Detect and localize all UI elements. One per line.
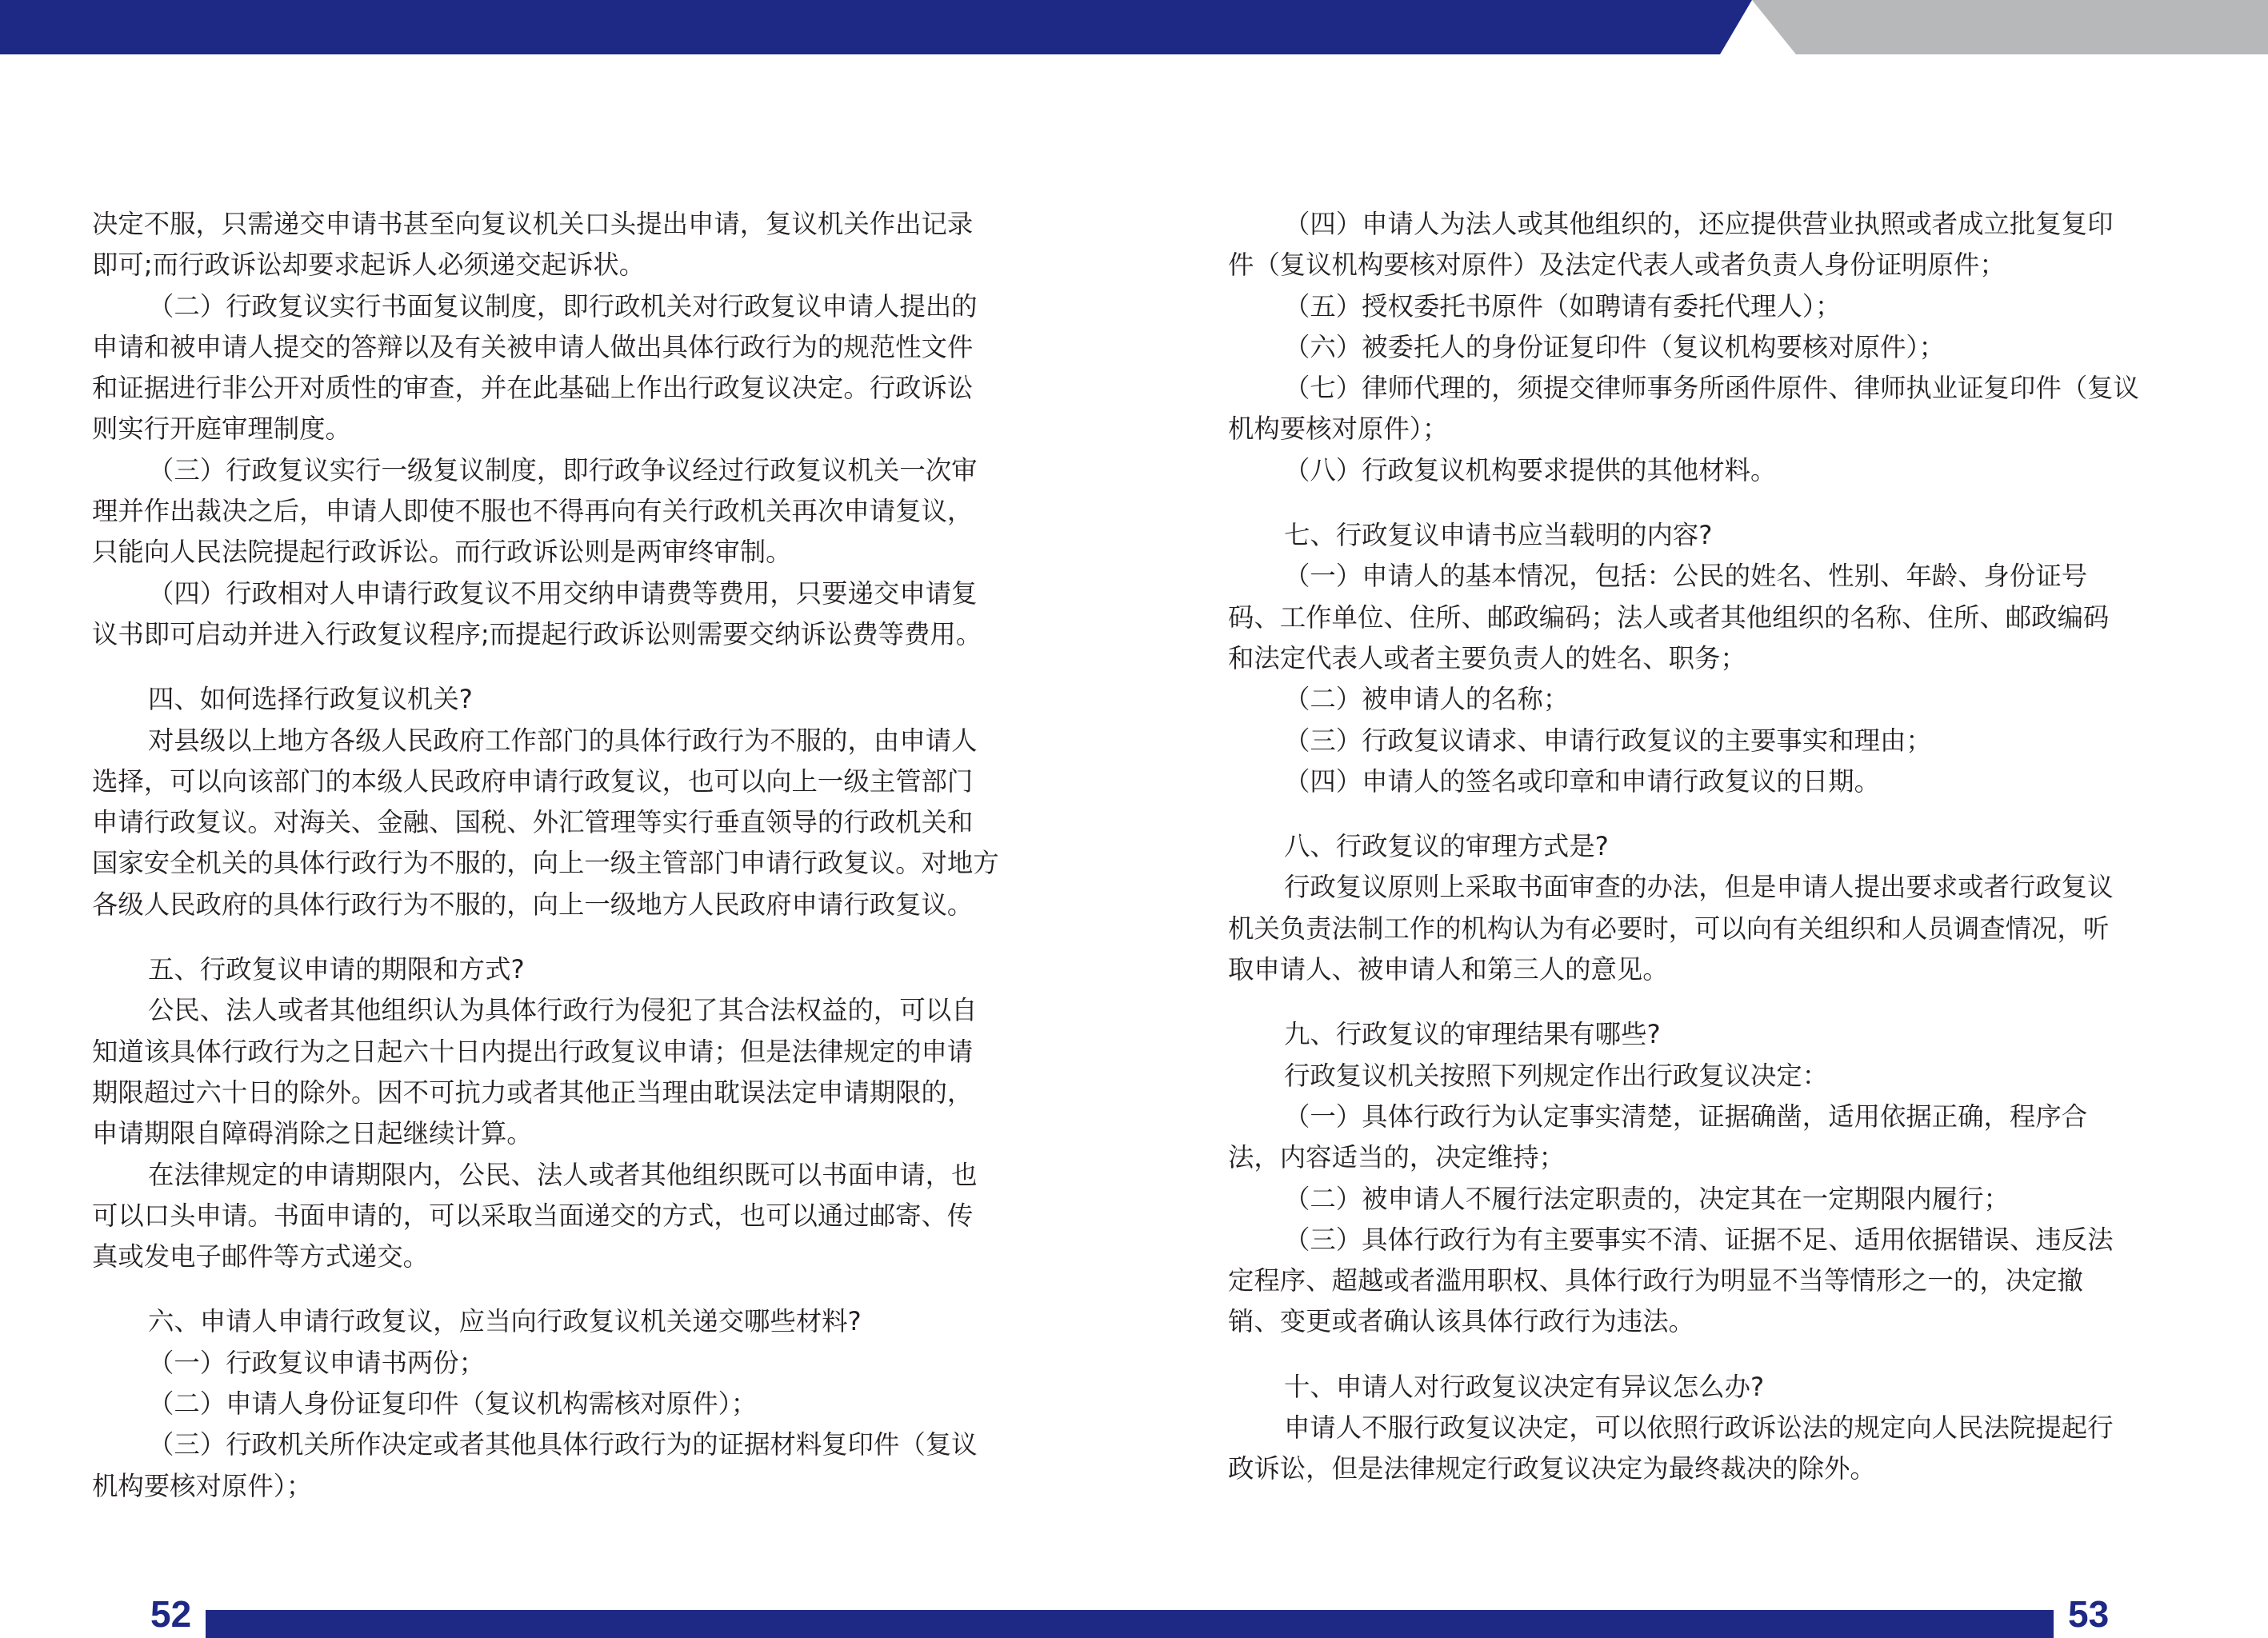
paragraph-line: （四）行政相对人申请行政复议不用交纳申请费等费用，只要递交申请复 <box>148 577 978 609</box>
paragraph-line: 公民、法人或者其他组织认为具体行政行为侵犯了其合法权益的，可以自 <box>148 995 978 1026</box>
paragraph-line: 申请期限自障碍消除之日起继续计算。 <box>92 1118 533 1149</box>
list-item: 码、工作单位、住所、邮政编码；法人或者其他组织的名称、住所、邮政编码 <box>1228 601 2110 633</box>
left-page-text <box>92 204 1024 1507</box>
list-item: （一）行政复议申请书两份； <box>148 1347 486 1378</box>
section-heading: 六、申请人申请行政复议，应当向行政复议机关递交哪些材料? <box>148 1306 862 1337</box>
list-item: （三）行政复议请求、申请行政复议的主要事实和理由； <box>1284 725 1932 756</box>
paragraph-line: 可以口头申请。书面申请的，可以采取当面递交的方式，也可以通过邮寄、传 <box>92 1200 974 1231</box>
paragraph-line: 取申请人、被申请人和第三人的意见。 <box>1228 954 1669 985</box>
list-item: 和法定代表人或者主要负责人的姓名、职务； <box>1228 642 1746 673</box>
paragraph-line: 决定不服，只需递交申请书甚至向复议机关口头提出申请，复议机关作出记录 <box>92 209 974 239</box>
paragraph-line: 选择，可以向该部门的本级人民政府申请行政复议，也可以向上一级主管部门 <box>92 765 974 797</box>
paragraph-line: 行政复议机关按照下列规定作出行政复议决定： <box>1284 1060 1829 1091</box>
list-item: （八）行政复议机构要求提供的其他材料。 <box>1284 454 1777 485</box>
list-item: 机构要核对原件）； <box>1228 413 1449 445</box>
list-item: （四）申请人为法人或其他组织的，还应提供营业执照或者成立批复复印 <box>1284 209 2114 239</box>
paragraph-line: 国家安全机关的具体行政行为不服的，向上一级主管部门申请行政复议。对地方 <box>92 848 999 879</box>
list-item: （六）被委托人的身份证复印件（复议机构要核对原件）； <box>1284 331 1945 362</box>
section-heading: 五、行政复议申请的期限和方式? <box>148 954 525 985</box>
list-item: （二）被申请人的名称； <box>1284 684 1570 715</box>
paragraph-line: 知道该具体行政行为之日起六十日内提出行政复议申请；但是法律规定的申请 <box>92 1036 974 1067</box>
list-item: （七）律师代理的，须提交律师事务所函件原件、律师执业证复印件（复议 <box>1284 373 2139 404</box>
paragraph-line: 在法律规定的申请期限内，公民、法人或者其他组织既可以书面申请，也 <box>148 1159 978 1190</box>
section-heading: 八、行政复议的审理方式是? <box>1284 831 1609 862</box>
header-grey-band <box>1752 0 2268 54</box>
paragraph-line: 只能向人民法院提起行政诉讼。而行政诉讼则是两审终审制。 <box>92 537 792 568</box>
list-item: （一）申请人的基本情况，包括：公民的姓名、性别、年龄、身份证号 <box>1284 561 2088 592</box>
header-band <box>0 0 2268 54</box>
list-item: （四）申请人的签名或印章和申请行政复议的日期。 <box>1284 765 1880 797</box>
paragraph-line: 则实行开庭审理制度。 <box>92 413 351 445</box>
paragraph-line: 议书即可启动并进入行政复议程序;而提起行政诉讼则需要交纳诉讼费等费用。 <box>92 618 982 649</box>
section-heading: 十、申请人对行政复议决定有异议怎么办? <box>1284 1371 1765 1402</box>
paragraph-line: 对县级以上地方各级人民政府工作部门的具体行政行为不服的，由申请人 <box>148 725 978 756</box>
list-item: 销、变更或者确认该具体行政行为违法。 <box>1228 1306 1695 1337</box>
list-item: 定程序、超越或者滥用职权、具体行政行为明显不当等情形之一的，决定撤 <box>1228 1265 2083 1296</box>
header-navy-band <box>0 0 1752 54</box>
paragraph-line: 和证据进行非公开对质性的审查，并在此基础上作出行政复议决定。行政诉讼 <box>92 373 974 404</box>
paragraph-line: 申请和被申请人提交的答辩以及有关被申请人做出具体行政行为的规范性文件 <box>92 331 974 362</box>
paragraph-line: 理并作出裁决之后，申请人即使不服也不得再向有关行政机关再次申请复议， <box>92 496 974 527</box>
right-page-text <box>1228 204 2164 1490</box>
paragraph-line: 真或发电子邮件等方式递交。 <box>92 1241 430 1272</box>
list-item: （五）授权委托书原件（如聘请有委托代理人）； <box>1284 290 1842 322</box>
paragraph-line: 即可;而行政诉讼却要求起诉人必须递交起诉状。 <box>92 250 646 281</box>
page-number-right: 53 <box>2068 1593 2110 1635</box>
list-item: （二）申请人身份证复印件（复议机构需核对原件）； <box>148 1388 758 1420</box>
list-item: （三）行政机关所作决定或者其他具体行政行为的证据材料复印件（复议 <box>148 1429 978 1460</box>
list-item: 法，内容适当的，决定维持； <box>1228 1142 1566 1173</box>
paragraph-line: （二）行政复议实行书面复议制度，即行政机关对行政复议申请人提出的 <box>148 290 978 322</box>
list-item: （二）被申请人不履行法定职责的，决定其在一定期限内履行； <box>1284 1183 2010 1214</box>
list-item: 机构要核对原件）； <box>92 1470 313 1501</box>
paragraph-line: 申请行政复议。对海关、金融、国税、外汇管理等实行垂直领导的行政机关和 <box>92 807 974 838</box>
paragraph-line: 行政复议原则上采取书面审查的办法，但是申请人提出要求或者行政复议 <box>1284 872 2114 903</box>
paragraph-line: 申请人不服行政复议决定，可以依照行政诉讼法的规定向人民法院提起行 <box>1284 1412 2114 1444</box>
section-heading: 四、如何选择行政复议机关? <box>148 684 473 715</box>
paragraph-line: 政诉讼，但是法律规定行政复议决定为最终裁决的除外。 <box>1228 1453 1876 1484</box>
footer-bar <box>206 1610 2054 1638</box>
paragraph-line: 各级人民政府的具体行政行为不服的，向上一级地方人民政府申请行政复议。 <box>92 889 974 920</box>
section-heading: 九、行政复议的审理结果有哪些? <box>1284 1019 1661 1050</box>
paragraph-line: （三）行政复议实行一级复议制度，即行政争议经过行政复议机关一次审 <box>148 454 978 485</box>
list-item: （一）具体行政行为认定事实清楚，证据确凿，适用依据正确，程序合 <box>1284 1101 2088 1132</box>
page-number-left: 52 <box>150 1593 192 1635</box>
paragraph-line: 机关负责法制工作的机构认为有必要时，可以向有关组织和人员调查情况，听 <box>1228 913 2110 944</box>
paragraph-line: 期限超过六十日的除外。因不可抗力或者其他正当理由耽误法定申请期限的， <box>92 1077 974 1108</box>
list-item: 件（复议机构要核对原件）及法定代表人或者负责人身份证明原件； <box>1228 250 2006 281</box>
list-item: （三）具体行政行为有主要事实不清、证据不足、适用依据错误、违反法 <box>1284 1224 2114 1255</box>
section-heading: 七、行政复议申请书应当载明的内容? <box>1284 520 1713 551</box>
